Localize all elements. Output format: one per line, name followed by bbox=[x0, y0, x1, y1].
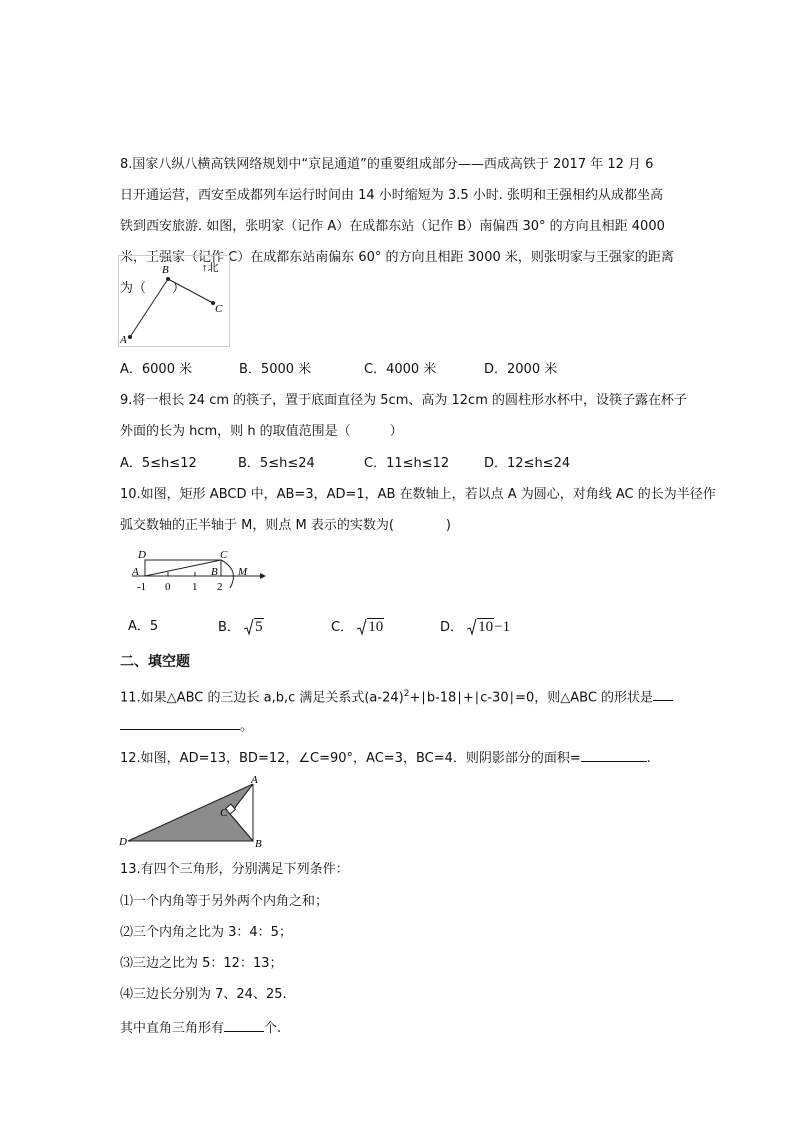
q8-label-c: C bbox=[215, 303, 223, 315]
q10-option-b-value: 5 bbox=[255, 619, 263, 635]
q8-segment-ab bbox=[130, 279, 168, 337]
q11-text-prefix: 11.如果△ABC 的三边长 a,b,c 满足关系式(a-24) bbox=[120, 690, 404, 706]
north-arrow-icon: ↑北 bbox=[202, 262, 219, 274]
sqrt-icon bbox=[467, 618, 477, 636]
q10-label-d: D bbox=[138, 549, 146, 561]
q8-figure bbox=[118, 255, 230, 347]
q13-condition-3: ⑶三边之比为 5：12：13； bbox=[120, 956, 283, 971]
q13-condition-4: ⑷三边长分别为 7、24、25. bbox=[120, 987, 287, 1002]
q10-option-c-prefix: C． bbox=[331, 620, 354, 635]
q12-text-end: . bbox=[646, 751, 651, 766]
q13-answer-prefix: 其中直角三角形有 bbox=[120, 1021, 225, 1036]
q10-option-c-value: 10 bbox=[368, 619, 384, 635]
q12-label-b: B bbox=[255, 838, 262, 849]
q9-options bbox=[120, 454, 720, 474]
q8-line-4: 米，王强家（记作 C）在成都东站南偏东 60° 的方向且相距 3000 米，则张明家与王强家的距离 bbox=[120, 250, 674, 265]
q11-line-end: 。 bbox=[240, 719, 254, 734]
q8-line-2: 日开通运营，西安至成都列车运行时间由 14 小时缩短为 3.5 小时. 张明和王强相约从成都坐高 bbox=[120, 188, 664, 203]
q8-line-1: 8.国家八纵八横高铁网络规划中“京昆通道”的重要组成部分——西成高铁于 2017 年 12 月 6 bbox=[120, 157, 654, 172]
q10-tick-label-2: 2 bbox=[217, 581, 223, 593]
q8-label-a: A bbox=[120, 334, 127, 346]
q10-line-1: 10.如图，矩形 ABCD 中，AB=3，AD=1，AB 在数轴上，若以点 A 为圆心，对角线 AC 的长为半径作 bbox=[120, 487, 716, 502]
q8-point-a bbox=[128, 335, 132, 339]
q10-figure bbox=[128, 548, 268, 598]
q13-line-1: 13.有四个三角形，分别满足下列条件： bbox=[120, 862, 349, 877]
q10-tick-label-minus1: -1 bbox=[137, 581, 147, 593]
q10-option-d-value: 10 bbox=[478, 619, 494, 635]
q12-line-1 bbox=[120, 747, 651, 769]
q9-option-a[interactable]: A．5≤h≤12 bbox=[120, 456, 197, 471]
sqrt-icon bbox=[357, 618, 367, 636]
q11-line-2 bbox=[120, 715, 253, 737]
q12-answer-blank[interactable] bbox=[581, 747, 647, 762]
q10-label-a: A bbox=[132, 566, 139, 578]
q10-line-2: 弧交数轴的正半轴于 M，则点 M 表示的实数为( ) bbox=[120, 518, 451, 533]
q10-option-b-prefix: B． bbox=[218, 620, 240, 635]
q10-tick-label-0: 0 bbox=[165, 581, 171, 593]
q8-line-3: 铁到西安旅游. 如图，张明家（记作 A）在成都东站（记作 B）南偏西 30° 的方向且相距 4000 bbox=[120, 219, 665, 234]
q11-line-1 bbox=[120, 684, 673, 708]
q9-line-2: 外面的长为 hcm，则 h 的取值范围是（ ） bbox=[120, 424, 403, 439]
q11-exponent: 2 bbox=[403, 689, 410, 699]
q10-option-a[interactable]: A．5 bbox=[128, 619, 159, 634]
q13-answer-suffix: 个. bbox=[264, 1021, 282, 1036]
q8-option-a[interactable]: A．6000 米 bbox=[120, 362, 193, 377]
q11-answer-blank-part1[interactable] bbox=[653, 686, 673, 701]
q10-option-b[interactable] bbox=[218, 617, 264, 638]
section-title-fill-blank: 二、填空题 bbox=[120, 654, 190, 670]
q10-option-d-prefix: D． bbox=[440, 620, 464, 635]
axis-arrow-icon bbox=[260, 573, 266, 579]
q9-line-1: 9.将一根长 24 cm 的筷子，置于底面直径为 5cm、高为 12cm 的圆柱形水杯中，设筷子露在杯子 bbox=[120, 393, 687, 408]
sqrt-icon bbox=[244, 618, 254, 636]
q11-answer-blank-part2[interactable] bbox=[120, 715, 240, 730]
q8-line-5: 为（ ） bbox=[120, 281, 186, 296]
q8-option-b[interactable]: B．5000 米 bbox=[239, 362, 312, 377]
q12-label-a: A bbox=[251, 775, 258, 786]
q13-answer-line bbox=[120, 1017, 281, 1039]
q9-option-c[interactable]: C．11≤h≤12 bbox=[364, 456, 450, 471]
q12-label-c: C bbox=[220, 807, 228, 819]
q12-label-d: D bbox=[119, 836, 127, 848]
q10-label-m: M bbox=[238, 566, 248, 578]
q10-label-b: B bbox=[211, 566, 218, 578]
q12-shaded-region bbox=[128, 784, 253, 841]
q10-arc bbox=[221, 560, 233, 588]
q8-label-b: B bbox=[162, 264, 169, 276]
q8-point-b bbox=[166, 277, 170, 281]
q10-options bbox=[128, 617, 728, 639]
q10-option-c[interactable] bbox=[331, 617, 384, 638]
q8-option-d[interactable]: D．2000 米 bbox=[484, 362, 558, 377]
q8-options bbox=[120, 360, 720, 380]
q9-option-d[interactable]: D．12≤h≤24 bbox=[484, 456, 571, 471]
q13-answer-blank[interactable] bbox=[224, 1017, 264, 1032]
q11-text-suffix: +∣b-18∣+∣c-30∣=0，则△ABC 的形状是 bbox=[409, 690, 654, 706]
q10-label-c: C bbox=[220, 549, 228, 561]
q12-text: 12.如图，AD=13，BD=12，∠C=90°，AC=3，BC=4．则阴影部分的面积= bbox=[120, 751, 581, 766]
q12-figure bbox=[118, 775, 268, 849]
q9-option-b[interactable]: B．5≤h≤24 bbox=[238, 456, 315, 471]
q8-option-c[interactable]: C．4000 米 bbox=[364, 362, 437, 377]
q10-diagonal-ac bbox=[145, 560, 221, 576]
q8-segment-bc bbox=[168, 279, 213, 303]
q13-condition-2: ⑵三个内角之比为 3：4：5； bbox=[120, 925, 292, 940]
q10-tick-label-1: 1 bbox=[192, 581, 198, 593]
q13-condition-1: ⑴一个内角等于另外两个内角之和； bbox=[120, 894, 329, 909]
q10-option-d-suffix: −1 bbox=[494, 619, 511, 635]
q10-option-d[interactable] bbox=[440, 617, 510, 638]
